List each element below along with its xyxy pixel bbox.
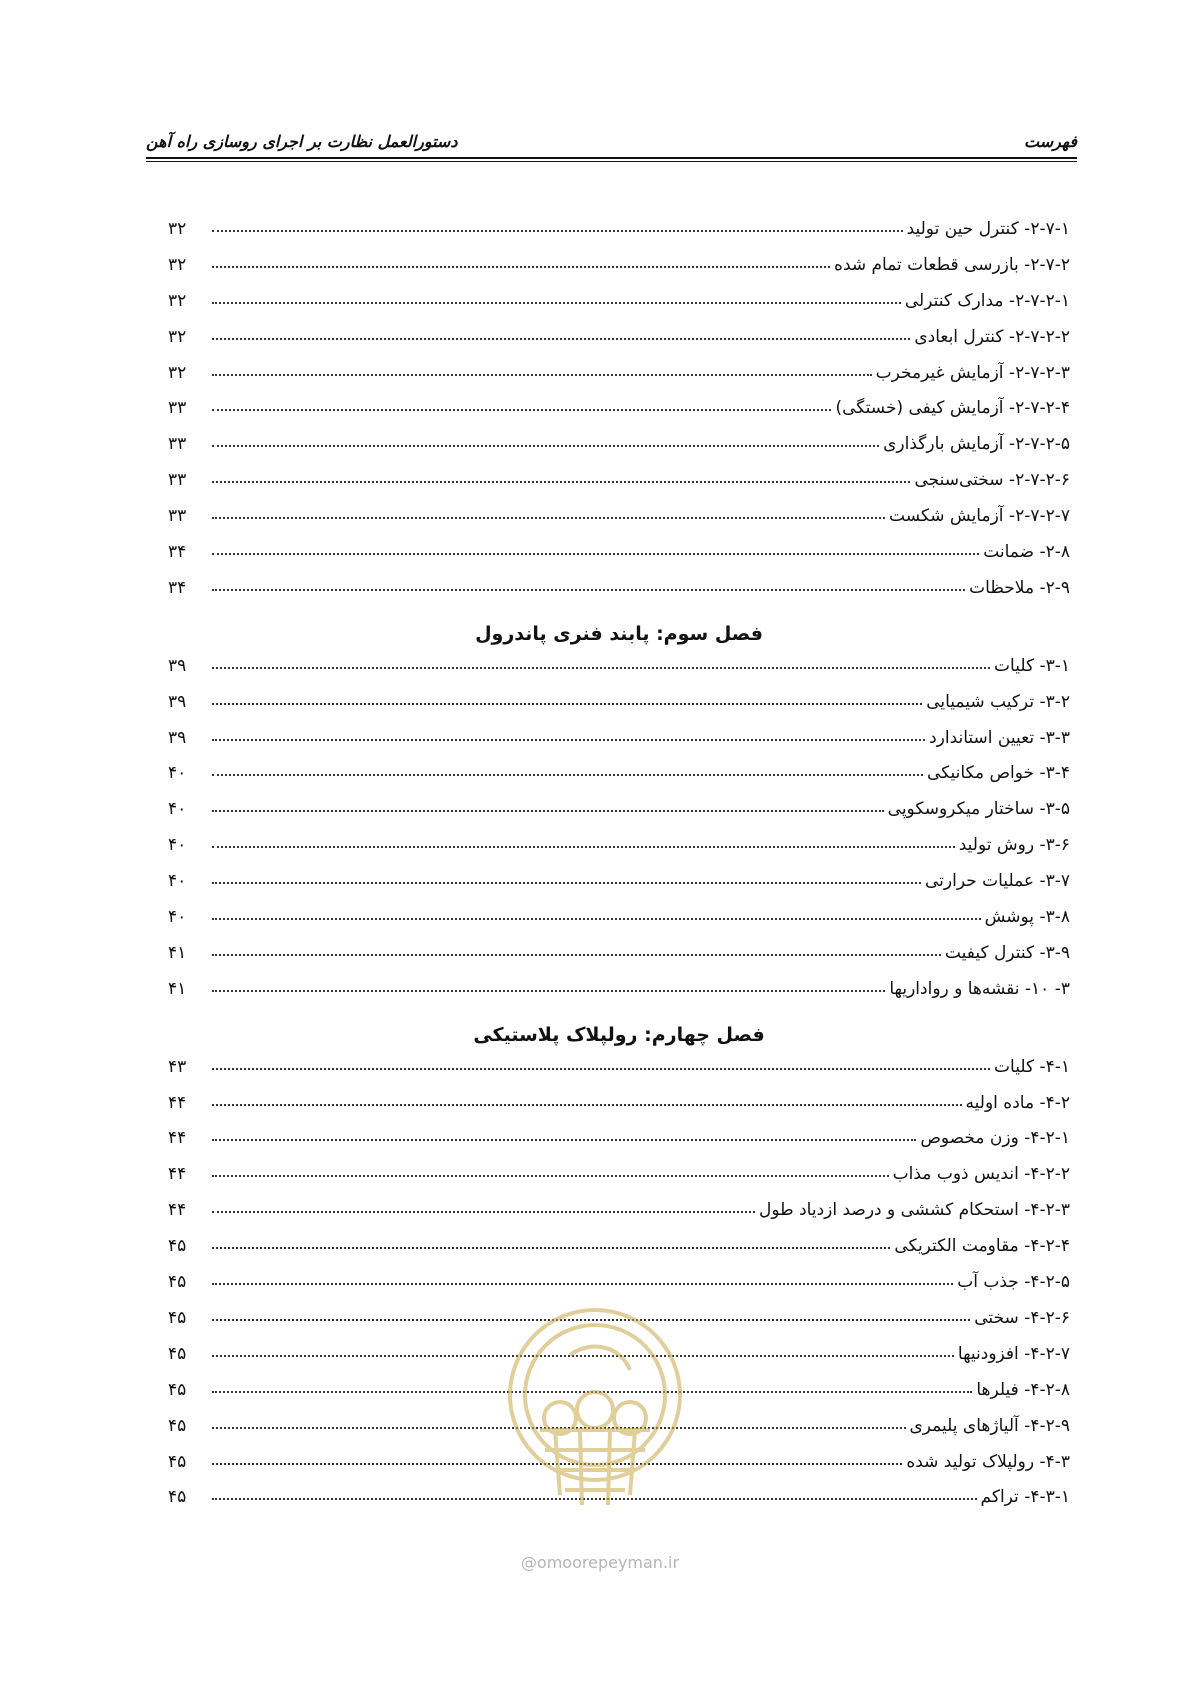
dot-leader: [212, 252, 830, 268]
toc-entry[interactable]: [168, 834, 1070, 870]
toc-entry[interactable]: [168, 505, 1070, 541]
toc-entry-page: ۴۳: [168, 1056, 187, 1077]
toc-entry[interactable]: [168, 433, 1070, 469]
dot-leader: [212, 1233, 890, 1249]
toc-entry-title: ۲-۷-۱- کنترل حین تولید: [906, 219, 1070, 239]
toc-entry-title: ۲-۷-۲-۶- سختی‌سنجی: [914, 470, 1070, 491]
header-section-title: فهرست: [1024, 132, 1077, 151]
dot-leader: [212, 1269, 953, 1285]
dot-leader: [212, 288, 901, 304]
toc-entry[interactable]: [168, 1092, 1070, 1128]
dot-leader: [212, 575, 965, 591]
toc-entry[interactable]: [168, 397, 1070, 433]
toc-entry[interactable]: [168, 1199, 1070, 1235]
dot-leader: [212, 431, 879, 447]
toc-entry-title: ۴-۲-۸- فیلرها: [976, 1379, 1070, 1400]
toc-entry[interactable]: [168, 691, 1070, 727]
toc-entry[interactable]: [168, 727, 1070, 763]
dot-leader: [212, 1054, 990, 1070]
toc-entry-page: ۳۴: [168, 542, 187, 563]
toc-entry-title: ۳-۸- پوشش: [984, 907, 1070, 928]
toc-section-2: [168, 218, 1070, 613]
toc-entry-page: ۴۵: [168, 1343, 187, 1364]
toc-entry-title: ۴-۲-۳- استحکام کششی و درصد ازدیاد طول: [759, 1200, 1070, 1221]
dot-leader: [212, 832, 955, 848]
dot-leader: [212, 467, 910, 483]
toc-entry[interactable]: [168, 469, 1070, 505]
toc-entry-page: ۳۲: [168, 362, 187, 383]
toc-entry-page: ۴۵: [168, 1415, 187, 1436]
toc-entry-title: ۲-۸- ضمانت: [983, 542, 1070, 563]
toc-entry-page: ۳۲: [168, 326, 187, 347]
dot-leader: [212, 360, 872, 376]
toc-entry[interactable]: [168, 1235, 1070, 1271]
toc-entry-title: ۴-۳-۱- تراکم: [980, 1487, 1070, 1508]
dot-leader: [212, 725, 925, 741]
dot-leader: [212, 689, 922, 705]
toc-entry-page: ۴۵: [168, 1451, 187, 1472]
toc-entry-title: ۲-۷-۲-۳- آزمایش غیرمخرب: [875, 362, 1070, 383]
dot-leader: [212, 976, 885, 992]
toc-entry[interactable]: [168, 655, 1070, 691]
toc-entry[interactable]: [168, 1127, 1070, 1163]
toc-entry[interactable]: [168, 762, 1070, 798]
toc-entry-page: ۴۴: [168, 1164, 187, 1185]
toc-entry[interactable]: [168, 326, 1070, 362]
dot-leader: [212, 1090, 962, 1106]
toc-entry-page: ۳۹: [168, 691, 187, 712]
dot-leader: [212, 1125, 916, 1141]
toc-entry-title: ۳-۳- تعیین استاندارد: [929, 727, 1070, 748]
watermark-site: @omoorepeyman.ir: [520, 1553, 680, 1572]
toc-entry-page: ۴۵: [168, 1236, 187, 1257]
seal-icon: [500, 1300, 690, 1520]
toc-entry-page: ۴۵: [168, 1307, 187, 1328]
toc-entry-page: ۴۰: [168, 907, 187, 928]
toc-entry-title: ۲-۷-۲-۵- آزمایش بارگذاری: [883, 434, 1070, 455]
toc-entry-title: ۳-۲- ترکیب شیمیایی: [926, 691, 1070, 712]
toc-entry-page: ۳۹: [168, 727, 187, 748]
toc-entry[interactable]: [168, 1056, 1070, 1092]
toc-entry-title: ۳-۵- ساختار میکروسکوپی: [887, 799, 1070, 820]
toc-entry-title: ۴-۲-۲- اندیس ذوب مذاب: [892, 1164, 1070, 1185]
header-document-title: دستورالعمل نظارت بر اجرای روسازی راه آهن: [146, 132, 458, 151]
dot-leader: [212, 1197, 755, 1213]
toc-entry-title: ۲-۷-۲-۱- مدارک کنترلی: [904, 290, 1070, 311]
toc-entry-title: ۳- ۱۰- نقشه‌ها و رواداریها: [889, 978, 1070, 999]
toc-entry-page: ۳۲: [168, 290, 187, 311]
chapter-3-heading: فصل سوم: پابند فنری پاندرول: [475, 622, 763, 645]
toc-entry-title: ۲-۷-۲-۷- آزمایش شکست: [889, 506, 1070, 527]
toc-entry-page: ۴۰: [168, 871, 187, 892]
toc-entry-title: ۲-۷-۲-۲- کنترل ابعادی: [914, 326, 1070, 347]
toc-entry-title: ۴-۳- رولپلاک تولید شده: [906, 1451, 1070, 1472]
toc-entry-title: ۳-۴- خواص مکانیکی: [926, 763, 1070, 784]
page-header: [146, 124, 1077, 158]
toc-entry-title: ۲-۷-۲- بازرسی قطعات تمام شده: [834, 254, 1070, 275]
toc-entry-title: ۳-۹- کنترل کیفیت: [944, 942, 1070, 963]
toc-entry[interactable]: [168, 870, 1070, 906]
dot-leader: [212, 760, 923, 776]
toc-entry[interactable]: [168, 218, 1070, 254]
toc-entry-title: ۳-۶- روش تولید: [958, 835, 1070, 856]
header-rule-thin: [146, 161, 1077, 162]
toc-entry-title: ۳-۱- کلیات: [994, 655, 1070, 676]
toc-entry-page: ۳۳: [168, 398, 187, 419]
toc-entry-title: ۳-۷- عملیات حرارتی: [925, 871, 1070, 892]
toc-entry[interactable]: [168, 978, 1070, 1014]
header-rule: [146, 157, 1077, 159]
toc-entry-page: ۴۰: [168, 799, 187, 820]
dot-leader: [212, 539, 979, 555]
toc-entry-page: ۴۱: [168, 978, 187, 999]
toc-entry-title: ۲-۹- ملاحظات: [969, 577, 1070, 598]
toc-section-3: [168, 655, 1070, 1014]
toc-entry[interactable]: [168, 577, 1070, 613]
dot-leader: [212, 1161, 889, 1177]
toc-entry-title: ۴-۱- کلیات: [994, 1056, 1070, 1077]
toc-entry-page: ۴۰: [168, 763, 187, 784]
dot-leader: [212, 216, 903, 232]
toc-entry-page: ۴۴: [168, 1092, 187, 1113]
toc-entry-page: ۳۹: [168, 655, 187, 676]
toc-entry-page: ۳۳: [168, 506, 187, 527]
toc-entry-page: ۳۳: [168, 470, 187, 491]
toc-entry-page: ۴۵: [168, 1272, 187, 1293]
chapter-4-heading: فصل چهارم: رولپلاک پلاستیکی: [473, 1023, 765, 1046]
toc-entry-page: ۳۲: [168, 254, 187, 275]
toc-entry-page: ۳۳: [168, 434, 187, 455]
toc-entry-page: ۳۲: [168, 219, 187, 239]
toc-entry-title: ۴-۲-۷- افزودنیها: [957, 1343, 1070, 1364]
toc-entry-title: ۴-۲-۱- وزن مخصوص: [920, 1128, 1070, 1149]
dot-leader: [212, 503, 885, 519]
dot-leader: [212, 796, 884, 812]
toc-entry-page: ۴۰: [168, 835, 187, 856]
toc-entry-page: ۴۵: [168, 1379, 187, 1400]
toc-entry-title: ۴-۲- ماده اولیه: [965, 1092, 1070, 1113]
toc-entry[interactable]: [168, 906, 1070, 942]
toc-entry[interactable]: [168, 254, 1070, 290]
toc-entry[interactable]: [168, 942, 1070, 978]
toc-entry-title: ۲-۷-۲-۴- آزمایش کیفی (خستگی): [835, 398, 1070, 419]
toc-entry-page: ۳۴: [168, 577, 187, 598]
toc-entry-title: ۴-۲-۴- مقاومت الکتریکی: [894, 1236, 1070, 1257]
dot-leader: [212, 653, 990, 669]
toc-entry-page: ۴۴: [168, 1128, 187, 1149]
dot-leader: [212, 904, 981, 920]
toc-entry-page: ۴۴: [168, 1200, 187, 1221]
dot-leader: [212, 868, 921, 884]
toc-entry[interactable]: [168, 798, 1070, 834]
toc-entry[interactable]: [168, 362, 1070, 398]
dot-leader: [212, 940, 941, 956]
toc-entry[interactable]: [168, 541, 1070, 577]
dot-leader: [212, 395, 831, 411]
toc-entry[interactable]: [168, 1163, 1070, 1199]
toc-entry-page: ۴۵: [168, 1487, 187, 1508]
toc-entry-page: ۴۱: [168, 942, 187, 963]
dot-leader: [212, 324, 910, 340]
toc-entry-title: ۴-۲-۹- آلیاژهای پلیمری: [909, 1415, 1070, 1436]
toc-entry[interactable]: [168, 290, 1070, 326]
toc-entry-title: ۴-۲-۶- سختی: [974, 1307, 1070, 1328]
toc-entry-title: ۴-۲-۵- جذب آب: [957, 1272, 1070, 1293]
